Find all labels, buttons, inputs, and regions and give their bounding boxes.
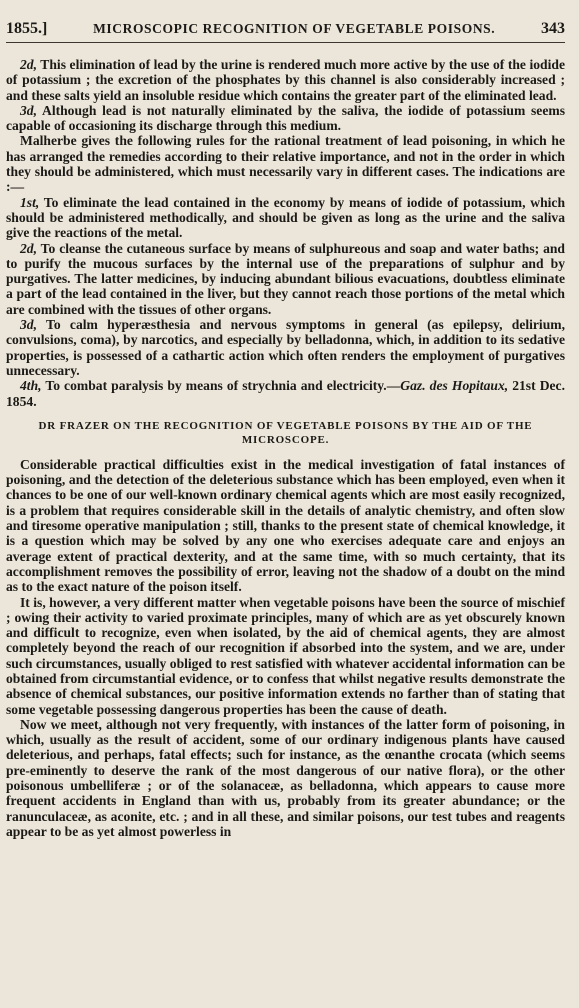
page-number: 343: [541, 20, 565, 37]
paragraph-lead: 3d,: [20, 317, 37, 333]
paragraph: [6, 717, 565, 839]
paragraph-lead: 2d,: [20, 240, 37, 256]
header-year: 1855.]: [6, 20, 48, 37]
paragraph-lead: 1st,: [20, 194, 40, 210]
paragraph-text: To calm hyperæsthesia and nervous symptoms in general (as epilepsy, delirium, convulsions, coma), by narcotics, and especially by belladonna, which, in addition to its sedative properties, is possessed of a cathartic action which often renders the employment of purgatives unnecessary.: [6, 317, 565, 378]
paragraph-lead: 4th,: [20, 378, 42, 394]
paragraph: [6, 133, 565, 194]
section-heading-line: MICROSCOPE.: [241, 433, 330, 446]
paragraph: [6, 317, 565, 378]
paragraph-text: Considerable practical difficulties exist in the medical investigation of fatal instances of poisoning, and the detection of the deleterious substance which has been employed, even when it chances to be one of our well-known ordinary chemical agents which are most easily recognized, is a problem that requires considerable skill in the details of analytic chemistry, and often slow and tiresome operative manipulation ; still, thanks to the present state of chemical knowledge, it is a question which may be solved by any one who exercises adequate care and enjoys an average extent of practical dexterity, and at the same time, with so much certainty, that its accomplishment removes the possibility of error, leaving not the shadow of a doubt on the mind as to the exact nature of the poison itself.: [6, 456, 565, 595]
header-title: MICROSCOPIC RECOGNITION OF VEGETABLE POISONS.: [93, 21, 496, 36]
paragraph-lead: 3d,: [20, 102, 37, 118]
section-heading: [14, 419, 557, 447]
paragraph: [6, 103, 565, 134]
paragraph: [6, 241, 565, 317]
paragraph-text: To eliminate the lead contained in the economy by means of iodide of potassium, which should be administered methodically, and should be given as long as the urine and the saliva give the reactions of the metal.: [6, 194, 565, 241]
paragraph: [6, 57, 565, 103]
section-heading-line: DR FRAZER ON THE RECOGNITION OF VEGETABLE POISONS BY THE AID OF THE: [38, 419, 533, 432]
paragraph: [6, 378, 565, 409]
citation-source: Gaz. des Hopitaux,: [400, 378, 509, 394]
paragraph-text: It is, however, a very different matter when vegetable poisons have been the source of mischief ; owing their activity to varied proximate principles, many of which are as yet obscurely known and difficult to recognize, even when isolated, by the aid of chemical agents, they are almost completely beyond the reach of our recognition if absorbed into the system, and we are, under such circumstances, usually obliged to rest satisfied with whatever accidental information can be obtained from circumstantial evidence, or to confess that whilst negative results demonstrate the absence of chemical substances, our positive information extends no farther than of stating that some vegetable possessing dangerous properties has been the cause of death.: [6, 594, 565, 717]
paragraph-text: Now we meet, although not very frequently, with instances of the latter form of poisoning, in which, usually as the result of accident, some of our ordinary indigenous plants have caused deleterious, and perhaps, fatal effects; such for instance, as the œnanthe crocata (which seems pre-eminently to deserve the rank of the most dangerous of our native flora), or the other poisonous umbelliferæ ; or of the solanaceæ, as belladonna, which appears to cause more frequent accidents in England than with us, probably from its greater abundance; or the ranunculaceæ, as aconite, etc. ; and in all these, and similar poisons, our test tubes and reagents appear to be as yet almost powerless in: [6, 716, 565, 839]
paragraph-text: Malherbe gives the following rules for the rational treatment of lead poisoning, in which he has arranged the remedies according to their relative importance, and not in the order in which they should be administered, which must necessarily vary in different cases. The indications are :—: [6, 133, 565, 195]
paragraph: [6, 195, 565, 241]
running-header: [6, 20, 565, 43]
paragraph-text: To cleanse the cutaneous surface by means of sulphureous and soap and water baths; and to purify the mucous surfaces by the internal use of the preparations of sulphur and by purgatives. The latter medicines, by inducing abundant bilious evacuations, doubtless eliminate a part of the lead contained in the liver, but they cannot reach those portions of the metal which are combined with the tissues of other organs.: [6, 240, 565, 317]
paragraph-text: Although lead is not naturally eliminated by the saliva, the iodide of potassium seems capable of occasioning its discharge through this medium.: [6, 102, 565, 134]
paragraph: [6, 595, 565, 717]
paragraph-text: This elimination of lead by the urine is rendered much more active by the use of the iodide of potassium ; the excretion of the phosphates by this channel is also considerably increased ; and these salts yield an insoluble residue which contains the greater part of the eliminated lead.: [6, 57, 565, 103]
citation-date: 21st Dec. 1854.: [6, 378, 565, 409]
paragraph-text: To combat paralysis by means of strychnia and electricity.—: [41, 378, 401, 394]
paragraph: [6, 457, 565, 595]
paragraph-lead: 2d,: [20, 57, 37, 72]
